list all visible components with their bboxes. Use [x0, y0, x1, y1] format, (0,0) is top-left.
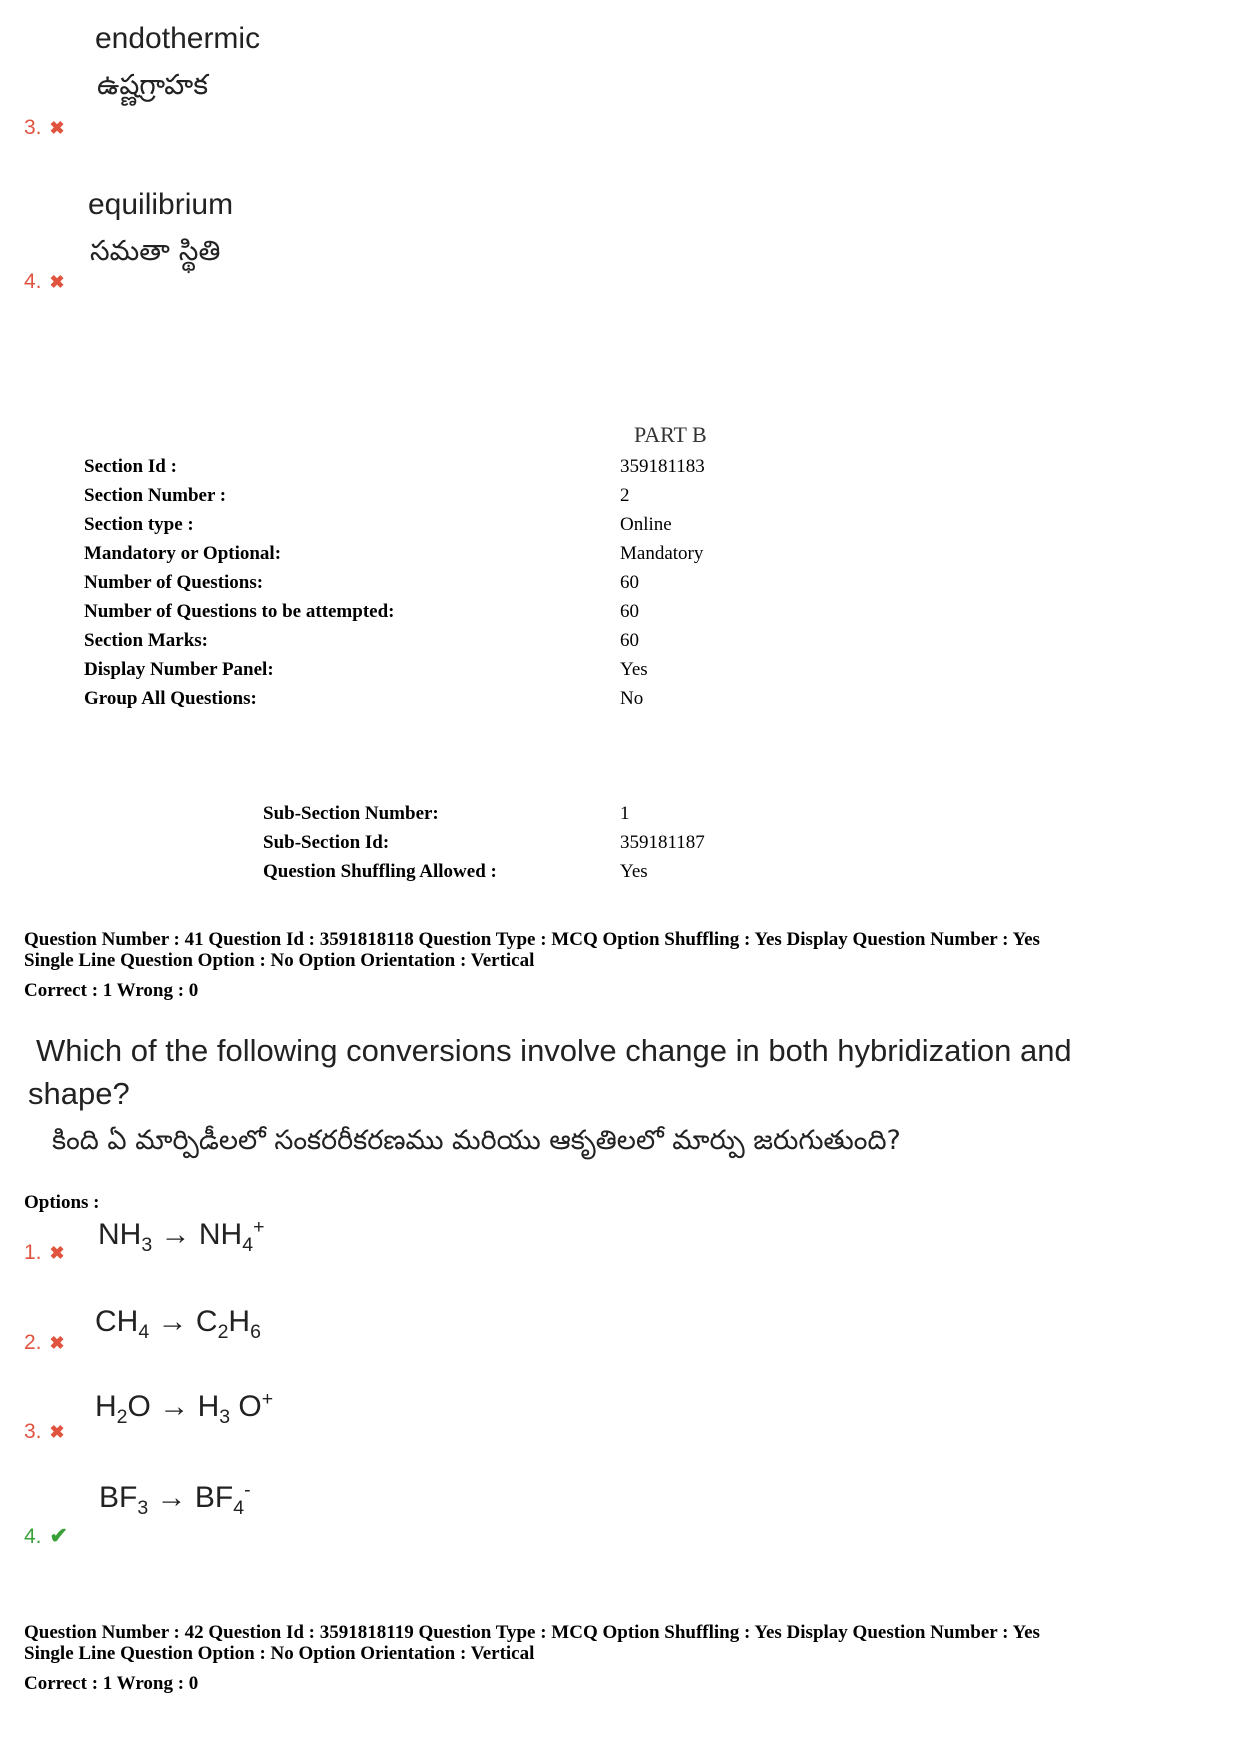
section-row: Section Marks: 60: [84, 630, 639, 651]
section-row: Section Number : 2: [84, 485, 630, 506]
option-number: 1.: [24, 1241, 42, 1264]
section-heading: PART B: [634, 422, 707, 447]
wrong-cross-icon: ✖: [49, 1422, 65, 1442]
prev-option-4-marker: [24, 270, 65, 294]
question-41-meta: [24, 929, 1224, 971]
question-41-text-en-1: Which of the following conversions involve change in both hybridization and: [36, 1033, 1072, 1068]
prev-option-3-telugu: ఉష్ణగ్రాహక: [97, 68, 208, 101]
question-42-marks: Correct : 1 Wrong : 0: [24, 1673, 199, 1694]
section-row: Mandatory or Optional: Mandatory: [84, 543, 704, 564]
section-info-table: [84, 456, 844, 717]
option-3-formula: $H_2O \to H_3$ O+: [95, 1388, 274, 1428]
question-41-text-en-2: shape?: [28, 1076, 130, 1111]
question-meta-line: Question Number : 42 Question Id : 3591818119 Question Type : MCQ Option Shuffling : Yes Display Question Number : Yes: [24, 1622, 1040, 1643]
correct-check-icon: ✔: [49, 1523, 68, 1548]
option-4-formula: $BF_3 \to BF_4^-$: [99, 1479, 251, 1519]
option-number: 4.: [24, 270, 42, 293]
option-4-marker: [24, 1523, 68, 1549]
option-3-marker: [24, 1420, 65, 1444]
prev-option-3-marker: [24, 116, 65, 140]
wrong-cross-icon: ✖: [49, 1333, 65, 1353]
section-row: Display Number Panel: Yes: [84, 659, 648, 680]
section-row: Number of Questions to be attempted: 60: [84, 601, 639, 622]
subsection-row: Sub-Section Number: 1: [263, 803, 630, 824]
question-41-marks: Correct : 1 Wrong : 0: [24, 980, 199, 1001]
prev-option-3-english: endothermic: [95, 22, 261, 55]
section-row: Section type : Online: [84, 514, 672, 535]
question-meta-line: Single Line Question Option : No Option Orientation : Vertical: [24, 950, 535, 971]
option-2-marker: [24, 1331, 65, 1355]
option-number: 3.: [24, 116, 42, 139]
question-meta-line: Single Line Question Option : No Option Orientation : Vertical: [24, 1643, 535, 1664]
section-row: Group All Questions: No: [84, 688, 644, 709]
option-number: 4.: [24, 1525, 42, 1548]
section-row: Number of Questions: 60: [84, 572, 639, 593]
prev-option-4-telugu: సమతా స్థితి: [90, 234, 221, 267]
option-number: 3.: [24, 1420, 42, 1443]
section-row: Section Id : 359181183: [84, 456, 705, 477]
wrong-cross-icon: ✖: [49, 118, 65, 138]
subsection-row: Question Shuffling Allowed : Yes: [263, 861, 648, 882]
prev-option-4-english: equilibrium: [88, 188, 234, 221]
wrong-cross-icon: ✖: [49, 272, 65, 292]
subsection-row: Sub-Section Id: 359181187: [263, 832, 705, 853]
subsection-info-table: [263, 803, 823, 890]
options-label: Options :: [24, 1192, 100, 1213]
wrong-cross-icon: ✖: [49, 1243, 65, 1263]
question-meta-line: Question Number : 41 Question Id : 3591818118 Question Type : MCQ Option Shuffling : Yes Display Question Number : Yes: [24, 929, 1040, 950]
option-number: 2.: [24, 1331, 42, 1354]
question-41-text-te: కింది ఏ మార్పిడీలలో సంకరరీకరణము మరియు ఆకృతిలలో మార్పు జరుగుతుంది?: [52, 1125, 901, 1156]
question-42-meta: [24, 1622, 1224, 1664]
option-1-marker: [24, 1241, 65, 1265]
option-1-formula: $NH_3 \to NH_4^+$: [98, 1216, 265, 1256]
option-2-formula: $CH_4 \to C_2H_6$: [95, 1305, 261, 1343]
